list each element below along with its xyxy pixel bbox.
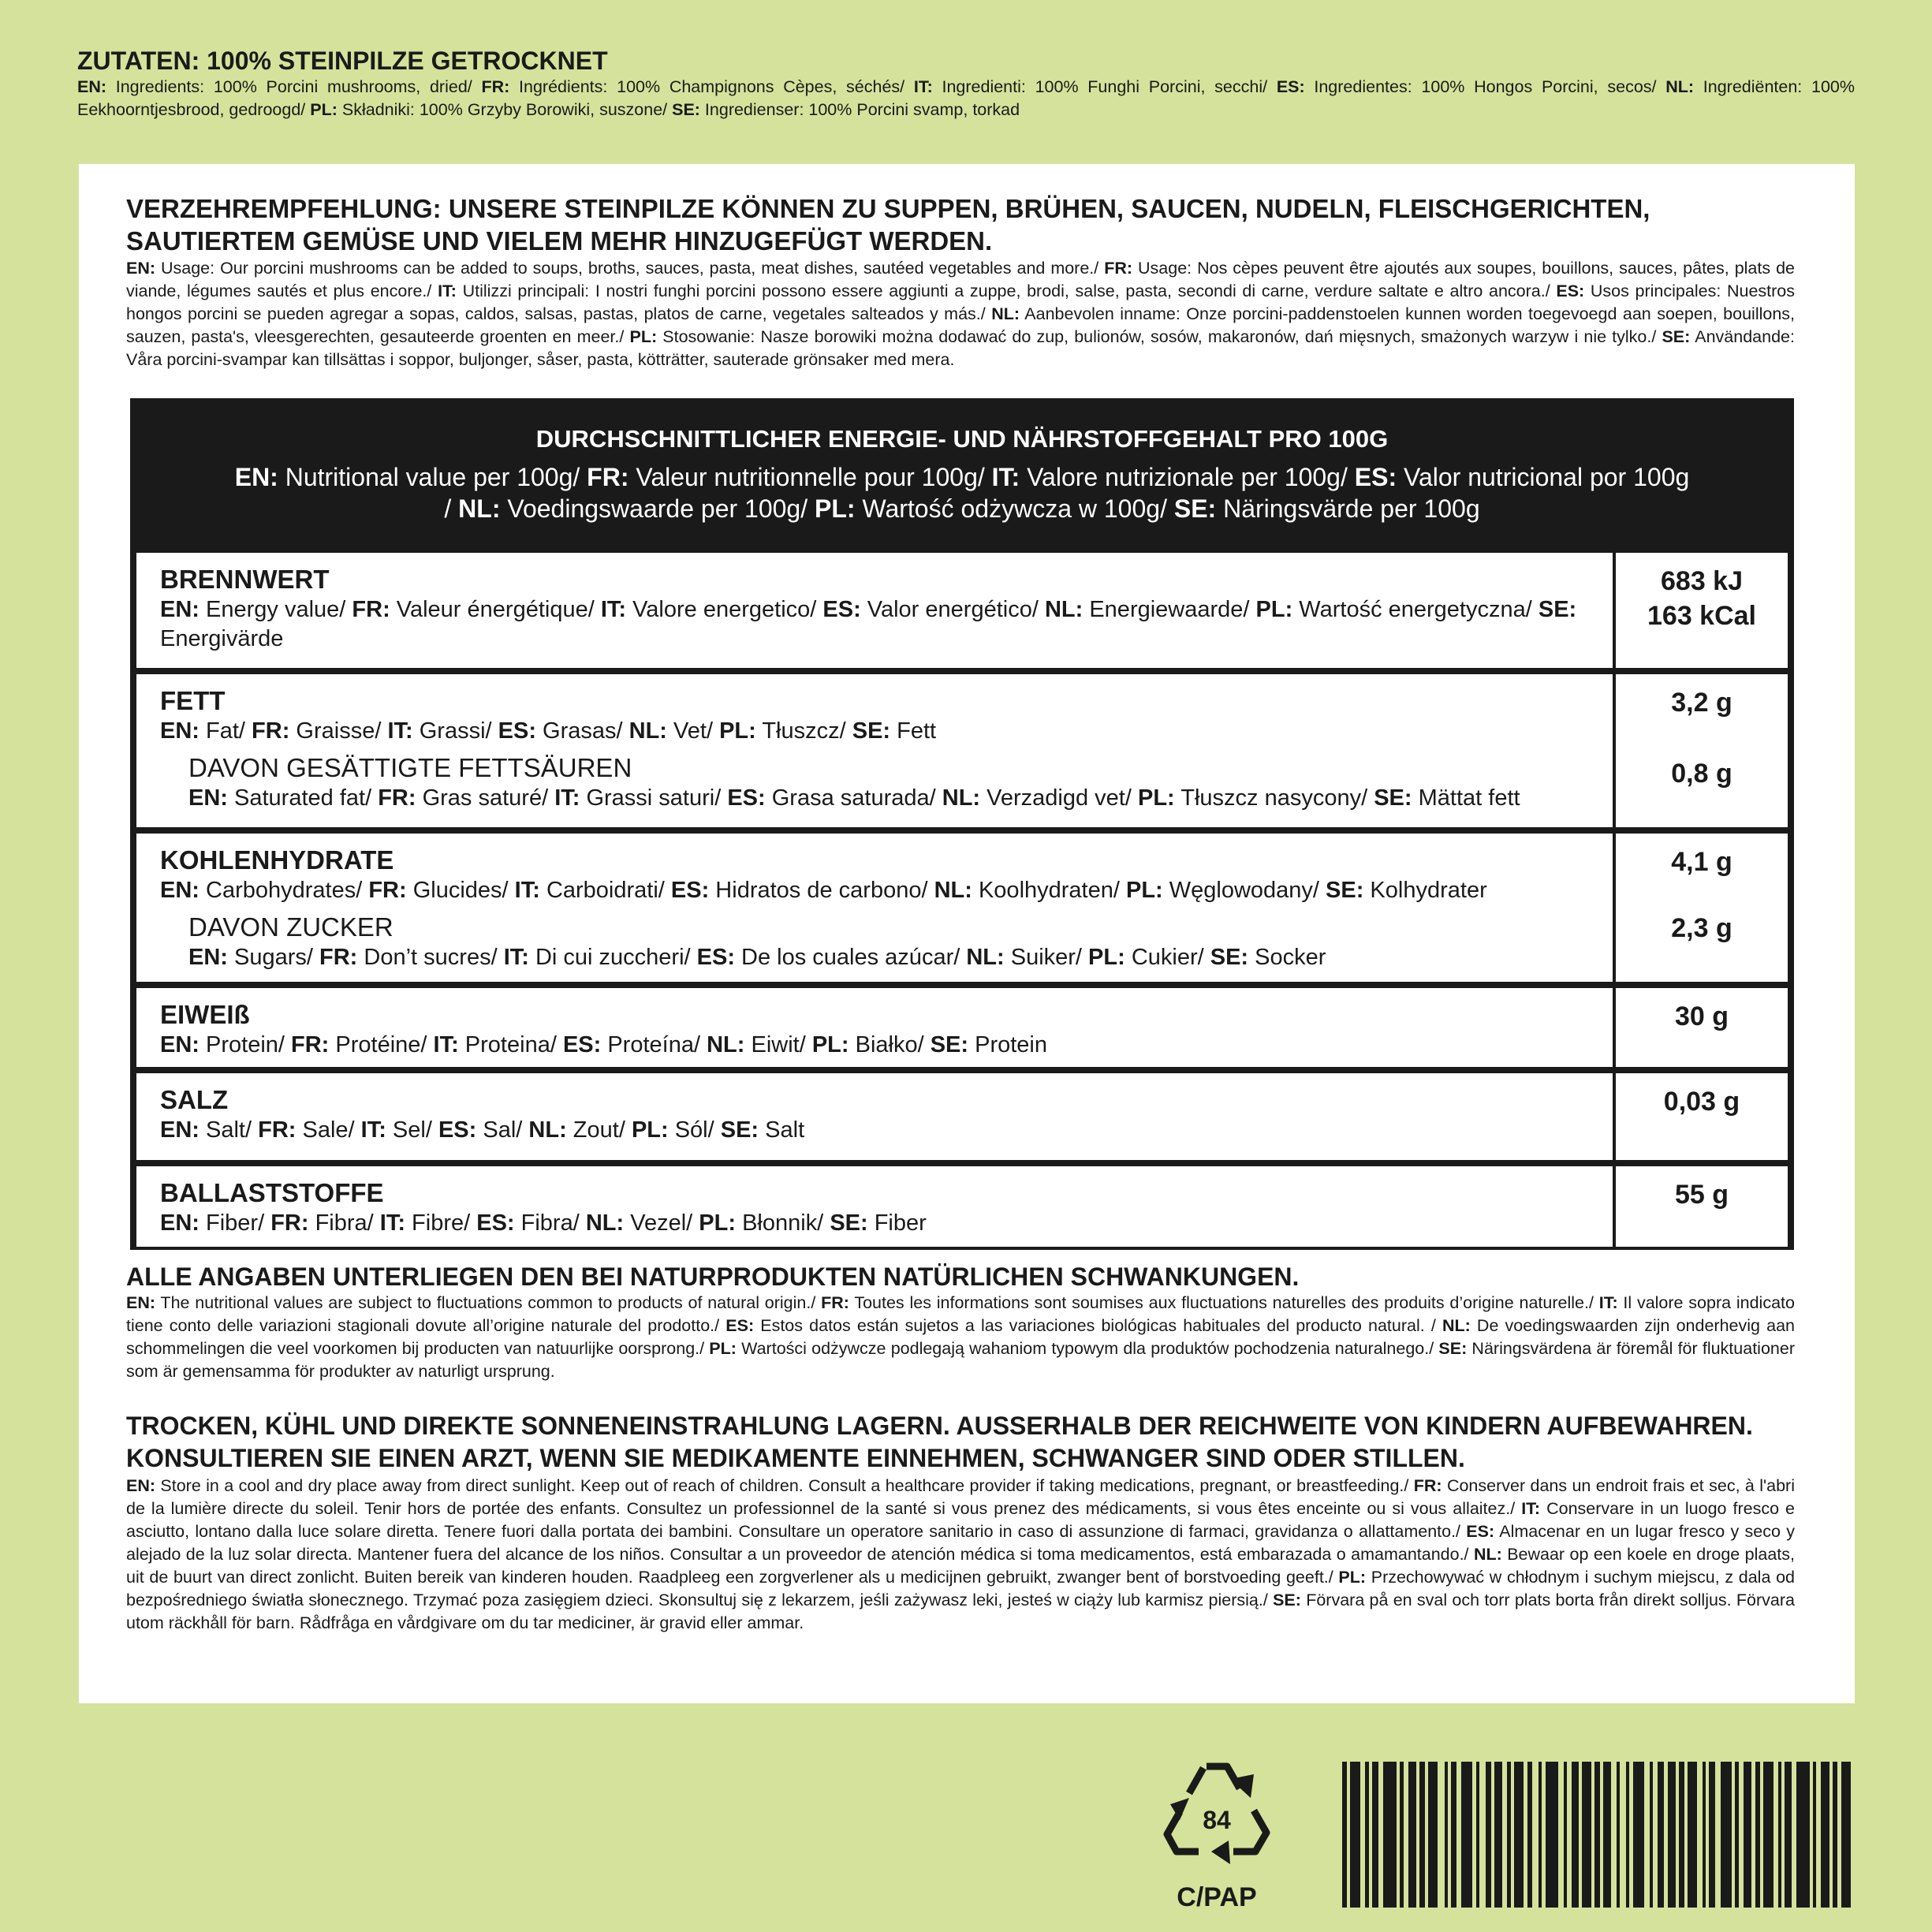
- translation-text: Fibre/: [405, 1210, 477, 1236]
- barcode-bar: [1408, 1762, 1416, 1908]
- language-code: EN:: [126, 1293, 156, 1312]
- translation-text: Grassi/: [412, 718, 498, 744]
- language-code: NL:: [942, 785, 981, 811]
- translation-text: Grasa saturada/: [765, 785, 942, 811]
- translation-text: Fiber/: [199, 1210, 271, 1236]
- translation-text: Wartości odżywcze podlegają wahaniom typowym dla produktów pochodzenia naturalnego./: [736, 1339, 1439, 1358]
- sub-nutrient-value: 0,8 g: [1671, 759, 1732, 789]
- translation-text: Il valore sopra indicato tiene conto delle variazioni stagionali dovute all’origine naturale del prodotto./: [126, 1293, 1795, 1335]
- barcode-bar: [1633, 1762, 1645, 1908]
- language-code: FR:: [587, 463, 629, 491]
- language-code: SE:: [1662, 327, 1691, 346]
- language-code: EN:: [160, 597, 200, 622]
- translation-text: Tłuszcz/: [755, 718, 852, 744]
- nutrition-row: [136, 834, 1788, 982]
- translation-text: Verzadigd vet/: [980, 785, 1138, 811]
- language-code: IT:: [554, 785, 580, 811]
- translation-text: Carboidrati/: [539, 878, 671, 903]
- nutrient-label: [160, 999, 1580, 1060]
- translation-text: Glucides/: [406, 878, 515, 903]
- translation-text: Usage: Nos cèpes peuvent être ajoutés aux soupes, bouillons, sauces, pâtes, plats de viande, légumes sautés et plus encore./: [126, 259, 1795, 300]
- translation-text: Składniki: 100% Grzyby Borowiki, suszone/: [337, 100, 673, 119]
- language-code: PL:: [1088, 945, 1125, 970]
- nutrient-name: BRENNWERT: [160, 565, 330, 594]
- barcode-bar: [1582, 1762, 1592, 1908]
- language-code: SE:: [672, 100, 700, 119]
- translation-text: Koolhydraten/: [972, 878, 1126, 903]
- language-code: PL:: [815, 494, 856, 523]
- translation-text: Ingredientes: 100% Hongos Porcini, secos/: [1304, 77, 1666, 96]
- translation-text: Fibra/: [514, 1210, 586, 1236]
- translation-text: Användande: Våra porcini-svampar kan tillsättas i soppor, buljonger, såser, pasta, kötträtter, sauterade grönsaker med mera.: [126, 327, 1795, 369]
- nutrition-subtitle: [133, 461, 1791, 524]
- language-code: EN:: [126, 259, 156, 278]
- usage-translations: [126, 257, 1795, 371]
- language-code: FR:: [319, 945, 358, 970]
- language-code: NL:: [1044, 597, 1083, 622]
- language-code: ES:: [1354, 463, 1397, 491]
- translation-text: Estos datos están sujetos a las variaciones biológicas habituales del producto natural. /: [754, 1316, 1442, 1335]
- storage-translations: [126, 1475, 1795, 1635]
- nutrient-value: 0,03 g: [1663, 1087, 1740, 1117]
- nutrient-value: 683 kJ: [1661, 566, 1743, 596]
- nutrient-value-secondary: 163 kCal: [1647, 601, 1756, 631]
- language-code: ES:: [725, 1316, 755, 1335]
- translation-text: Valor nutricional por 100g /: [444, 463, 1690, 523]
- ingredients-title: ZUTATEN: 100% STEINPILZE GETROCKNET: [77, 47, 608, 75]
- language-code: IT:: [991, 463, 1020, 491]
- translation-text: Eiwit/: [744, 1032, 812, 1057]
- translation-text: Suiker/: [1004, 945, 1089, 970]
- translation-text: Fibra/: [308, 1210, 380, 1236]
- translation-text: Usage: Our porcini mushrooms can be added to soups, broths, sauces, pasta, meat dishes, sautéed vegetables and more./: [155, 259, 1105, 278]
- translation-text: Proteina/: [458, 1032, 563, 1057]
- recycling-symbol: [1158, 1757, 1276, 1915]
- language-code: PL:: [629, 327, 658, 346]
- translation-text: Salt/: [199, 1117, 259, 1143]
- language-code: PL:: [1255, 597, 1293, 622]
- translation-text: Vezel/: [624, 1210, 699, 1236]
- translation-text: Valore energetico/: [626, 597, 823, 622]
- language-code: FR:: [258, 1117, 297, 1143]
- translation-text: Węglowodany/: [1162, 878, 1326, 903]
- ingredients-section: [77, 46, 1855, 121]
- translation-text: Energivärde: [160, 626, 284, 651]
- language-code: NL:: [966, 945, 1005, 970]
- translation-text: Protein: [968, 1032, 1048, 1057]
- translation-text: Salt: [759, 1117, 805, 1143]
- sub-nutrient-translations: [188, 943, 1580, 972]
- sub-nutrient-translations: [188, 784, 1580, 813]
- barcode-bar: [1461, 1762, 1473, 1908]
- language-code: NL:: [1665, 77, 1695, 96]
- language-code: SE:: [1438, 1339, 1468, 1358]
- barcode-bar: [1428, 1762, 1438, 1908]
- nutrient-translations: [160, 717, 1580, 746]
- language-code: NL:: [1442, 1316, 1471, 1335]
- recycle-material: C/PAP: [1177, 1882, 1257, 1912]
- barcode-bar: [1572, 1762, 1578, 1908]
- language-code: NL:: [1473, 1545, 1502, 1564]
- language-code: EN:: [234, 463, 278, 491]
- translation-text: Wartość odżywcza w 100g/: [855, 494, 1174, 523]
- language-code: IT:: [379, 1210, 405, 1236]
- language-code: EN:: [160, 718, 200, 744]
- language-code: NL:: [707, 1032, 745, 1057]
- language-code: IT:: [438, 282, 457, 300]
- translation-text: Wartość energetyczna/: [1292, 597, 1539, 622]
- translation-text: Vet/: [666, 718, 720, 744]
- nutrition-row: [136, 674, 1788, 827]
- language-code: ES:: [1466, 1522, 1495, 1541]
- translation-text: Sel/: [386, 1117, 438, 1143]
- nutrition-row: [136, 988, 1788, 1067]
- barcode-bar: [1532, 1762, 1539, 1908]
- translation-text: Carbohydrates/: [199, 878, 369, 903]
- usage-title: VERZEHREMPFEHLUNG: UNSERE STEINPILZE KÖNNEN ZU SUPPEN, BRÜHEN, SAUCEN, NUDELN, FLEISCHGERICHTEN, SAUTIERTEM GEMÜSE UND VIELEM MEHR HINZUGEFÜGT WERDEN.: [126, 194, 1650, 255]
- translation-text: Nutritional value per 100g/: [278, 463, 587, 491]
- language-code: ES:: [438, 1117, 477, 1143]
- info-card: [79, 164, 1855, 1703]
- barcode-bar: [1841, 1762, 1852, 1908]
- translation-text: Aanbevolen inname: Onze porcini-paddenstoelen kunnen worden toegevoegd aan soepen, bouillons, sauzen, pasta's, vleesgerechten, gesauteerde groenten en meer./: [126, 304, 1796, 346]
- nutrition-row: [136, 553, 1788, 668]
- language-code: IT:: [360, 1117, 386, 1143]
- barcode-bar: [1821, 1762, 1829, 1908]
- language-code: EN:: [160, 1210, 200, 1236]
- nutrient-label: [160, 1084, 1580, 1145]
- language-code: EN:: [160, 1117, 200, 1143]
- translation-text: Näringsvärde per 100g: [1216, 494, 1480, 523]
- language-code: ES:: [498, 718, 536, 744]
- nutrient-label: [160, 564, 1580, 654]
- recycle-number: 84: [1203, 1806, 1231, 1834]
- language-code: NL:: [628, 718, 667, 744]
- barcode-bar: [1763, 1762, 1773, 1908]
- translation-text: Ingredienser: 100% Porcini svamp, torkad: [699, 100, 1020, 119]
- usage-section: [126, 192, 1795, 371]
- nutrition-title: DURCHSCHNITTLICHER ENERGIE- UND NÄHRSTOFFGEHALT PRO 100G: [535, 425, 1389, 453]
- language-code: NL:: [528, 1117, 567, 1143]
- translation-text: Sal/: [476, 1117, 529, 1143]
- nutrition-table: [130, 398, 1794, 1250]
- language-code: SE:: [830, 1210, 868, 1236]
- nutrient-value: 55 g: [1674, 1180, 1729, 1210]
- header-divider: [1609, 528, 1613, 554]
- language-code: SE:: [1210, 945, 1249, 970]
- nutrient-translations: [160, 1209, 1580, 1238]
- language-code: IT:: [1598, 1293, 1618, 1312]
- storage-section: [126, 1410, 1795, 1635]
- barcode-bar: [1514, 1762, 1524, 1908]
- nutrient-label: [160, 1177, 1580, 1238]
- nutrient-value-cell: [1613, 553, 1788, 668]
- translation-text: Valor energético/: [860, 597, 1045, 622]
- translation-text: Store in a cool and dry place away from direct sunlight. Keep out of reach of children. Consult a healthcare provider if taking medications, pregnant, or breastfeeding./: [155, 1476, 1414, 1495]
- translation-text: Protein/: [199, 1032, 292, 1057]
- nutrient-translations: [160, 1116, 1580, 1145]
- nutrient-value-cell: [1613, 674, 1788, 827]
- barcode-bar: [1721, 1762, 1732, 1908]
- nutrient-translations: [160, 1031, 1580, 1060]
- translation-text: Fiber: [867, 1210, 927, 1236]
- translation-text: Valeur nutritionnelle pour 100g/: [628, 463, 992, 491]
- translation-text: Valeur énergétique/: [390, 597, 601, 622]
- language-code: ES:: [727, 785, 766, 811]
- language-code: SE:: [1326, 878, 1364, 903]
- translation-text: De los cuales azúcar/: [734, 945, 967, 970]
- language-code: IT:: [503, 945, 529, 970]
- recycle-icon: [1158, 1757, 1276, 1875]
- translation-text: Mättat fett: [1412, 785, 1520, 811]
- nutrient-name: SALZ: [160, 1085, 229, 1114]
- language-code: EN:: [126, 1476, 156, 1495]
- language-code: IT:: [600, 597, 627, 622]
- translation-text: Don’t sucres/: [357, 945, 504, 970]
- language-code: ES:: [822, 597, 861, 622]
- language-code: PL:: [1125, 878, 1163, 903]
- barcode-bar: [1785, 1762, 1791, 1908]
- nutrient-name: FETT: [160, 686, 226, 715]
- barcode-bar: [1438, 1762, 1444, 1908]
- translation-text: Bewaar op een koele en droge plaats, uit de buurt van direct zonlicht. Buiten bereik van kinderen houden. Raadpleeg een zorgverlener als u medicijnen gebruikt, zwanger bent of borstvoeding geeft./: [126, 1545, 1795, 1587]
- barcode-bar: [1494, 1762, 1502, 1908]
- nutrient-label: [160, 845, 1580, 972]
- barcode-bar: [1372, 1762, 1378, 1908]
- language-code: SE:: [1374, 785, 1412, 811]
- language-code: NL:: [585, 1210, 625, 1236]
- language-code: FR:: [368, 878, 407, 903]
- translation-text: Tłuszcz nasycony/: [1174, 785, 1374, 811]
- barcode-bar: [1796, 1762, 1810, 1908]
- translation-text: The nutritional values are subject to fluctuations common to products of natural origin./: [155, 1293, 822, 1312]
- nutrient-name: EIWEIß: [160, 1000, 250, 1029]
- translation-text: Gras saturé/: [416, 785, 555, 811]
- language-code: ES:: [696, 945, 735, 970]
- nutrient-label: [160, 685, 1580, 813]
- language-code: PL:: [1137, 785, 1175, 811]
- nutrient-translations: [160, 876, 1580, 905]
- language-code: ES:: [476, 1210, 515, 1236]
- nutrient-translations: [160, 595, 1580, 654]
- language-code: FR:: [352, 597, 390, 622]
- language-code: FR:: [252, 718, 290, 744]
- barcode-bar: [1688, 1762, 1698, 1908]
- translation-text: Conserver dans un endroit frais et sec, à l'abri de la lumière directe du soleil. Tenir hors de portée des enfants. Consultez un professionnel de la santé si vous prenez des médicaments, si vous êtes enceinte ou si vous allaitez./: [126, 1476, 1795, 1518]
- translation-text: Grasas/: [535, 718, 629, 744]
- translation-text: Ingrédients: 100% Champignons Cèpes, séchés/: [509, 77, 914, 96]
- translation-text: Usos principales: Nuestros hongos porcini se pueden agregar a sopas, caldos, salsas, pastas, platos de carne, vegetales salteados y más./: [126, 282, 1795, 323]
- barcode-bar: [1668, 1762, 1676, 1908]
- fluctuation-translations: [126, 1292, 1795, 1383]
- translation-text: Fat/: [199, 718, 252, 744]
- translation-text: Fett: [890, 718, 937, 744]
- nutrient-value-cell: [1613, 1073, 1788, 1160]
- ingredients-translations: [77, 76, 1855, 121]
- language-code: FR:: [821, 1293, 849, 1312]
- translation-text: Conservare in un luogo fresco e asciutto, lontano dalla luce solare diretta. Tenere fuori dalla portata dei bambini. Consultare un operatore sanitario in caso di assunzione di farmaci, gravidanza o allattamento./: [126, 1499, 1795, 1541]
- translation-text: Ingrediënten: 100% Eekhoorntjesbrood, gedroogd/: [77, 77, 1855, 119]
- translation-text: Protéine/: [329, 1032, 434, 1057]
- language-code: PL:: [719, 718, 756, 744]
- translation-text: Almacenar en un lugar fresco y seco y alejado de la luz solar directa. Mantener fuera del alcance de los niños. Consultar a un proveedor de atención médica si toma medicamentos, está embarazada o amamantando./: [126, 1522, 1795, 1564]
- translation-text: Grassi saturi/: [580, 785, 728, 811]
- fluctuation-section: [126, 1262, 1795, 1383]
- language-code: IT:: [387, 718, 413, 744]
- language-code: FR:: [481, 77, 510, 96]
- language-code: ES:: [562, 1032, 602, 1057]
- language-code: PL:: [631, 1117, 669, 1143]
- translation-text: Sugars/: [227, 945, 320, 970]
- translation-text: Förvara på en sval och torr plats borta från direkt solljus. Förvara utom räckhåll för barn. Rådfråga en vårdgivare om du tar mediciner, är gravid eller ammar.: [126, 1591, 1795, 1632]
- translation-text: Voedingswaarde per 100g/: [500, 494, 815, 523]
- nutrient-name: BALLASTSTOFFE: [160, 1178, 384, 1207]
- translation-text: Toutes les informations sont soumises aux fluctuations naturelles des produits d’origine naturelle./: [849, 1293, 1599, 1312]
- barcode-bar: [1620, 1762, 1626, 1908]
- sub-nutrient-name: DAVON ZUCKER: [188, 912, 393, 942]
- nutrition-row: [136, 1073, 1788, 1160]
- language-code: FR:: [378, 785, 416, 811]
- translation-text: Di cui zuccheri/: [528, 945, 697, 970]
- language-code: FR:: [1413, 1476, 1442, 1495]
- translation-text: Utilizzi principali: I nostri funghi porcini possono essere aggiunti a zuppe, brodi, salse, pasta, secondi di carne, verdure saltate e altro ancora./: [456, 282, 1557, 300]
- translation-text: Graisse/: [289, 718, 388, 744]
- language-code: SE:: [852, 718, 891, 744]
- nutrient-value-cell: [1613, 988, 1788, 1067]
- nutrient-value: 4,1 g: [1671, 847, 1732, 877]
- language-code: FR:: [1104, 259, 1133, 278]
- fluctuation-title: ALLE ANGABEN UNTERLIEGEN DEN BEI NATURPRODUKTEN NATÜRLICHEN SCHWANKUNGEN.: [126, 1263, 1300, 1291]
- translation-text: Sól/: [668, 1117, 721, 1143]
- barcode-bar: [1546, 1762, 1559, 1908]
- language-code: ES:: [1276, 77, 1305, 96]
- translation-text: Sale/: [296, 1117, 361, 1143]
- language-code: FR:: [270, 1210, 309, 1236]
- translation-text: Ingredienti: 100% Funghi Porcini, secchi/: [932, 77, 1277, 96]
- translation-text: Białko/: [849, 1032, 931, 1057]
- barcode-bar: [1851, 1762, 1856, 1908]
- nutrient-name: KOHLENHYDRATE: [160, 845, 394, 875]
- translation-text: Przechowywać w chłodnym i suchym miejscu, z dala od bezpośredniego światła słonecznego. Trzymać poza zasięgiem dzieci. Skonsultuj się z lekarzem, jeśli zażywasz leki, jesteś w ciąży lub karmisz piersią./: [126, 1568, 1795, 1609]
- nutrition-row: [136, 1166, 1788, 1247]
- language-code: FR:: [291, 1032, 330, 1057]
- barcode-bar: [1479, 1762, 1486, 1908]
- nutrient-value: 30 g: [1674, 1001, 1729, 1031]
- storage-title: TROCKEN, KÜHL UND DIREKTE SONNENEINSTRAHLUNG LAGERN. AUSSERHALB DER REICHWEITE VON KINDERN AUFBEWAHREN. KONSULTIEREN SIE EINEN ARZT, WENN SIE MEDIKAMENTE EINNEHMEN, SCHWANGER SIND ODER STILLEN.: [126, 1412, 1753, 1472]
- translation-text: Energy value/: [199, 597, 352, 622]
- translation-text: Proteína/: [601, 1032, 707, 1057]
- translation-text: Näringsvärdena är föremål för fluktuationer som är gemensamma för produkter av naturligt ursprung.: [126, 1339, 1795, 1381]
- language-code: NL:: [934, 878, 972, 903]
- language-code: PL:: [1338, 1568, 1367, 1587]
- language-code: NL:: [458, 494, 501, 523]
- translation-text: Zout/: [566, 1117, 632, 1143]
- language-code: PL:: [709, 1339, 737, 1358]
- language-code: ES:: [1556, 282, 1585, 300]
- language-code: SE:: [930, 1032, 969, 1057]
- language-code: IT:: [514, 878, 540, 903]
- language-code: SE:: [1173, 494, 1217, 523]
- translation-text: Ingredients: 100% Porcini mushrooms, dried/: [106, 77, 482, 96]
- barcode: [1342, 1762, 1856, 1908]
- nutrient-value-cell: [1613, 1166, 1788, 1247]
- barcode-bar: [1383, 1762, 1397, 1908]
- language-code: EN:: [188, 785, 228, 811]
- nutrient-value: 3,2 g: [1671, 688, 1732, 718]
- language-code: PL:: [310, 100, 338, 119]
- barcode-bar: [1603, 1762, 1611, 1908]
- sub-nutrient-name: DAVON GESÄTTIGTE FETTSÄUREN: [188, 753, 632, 782]
- language-code: PL:: [699, 1210, 737, 1236]
- nutrient-value-cell: [1613, 834, 1788, 982]
- barcode-bar: [1709, 1762, 1715, 1908]
- translation-text: Hidratos de carbono/: [709, 878, 934, 903]
- barcode-bar: [1658, 1762, 1664, 1908]
- barcode-bar: [1744, 1762, 1751, 1908]
- nutrition-header: [133, 401, 1791, 551]
- language-code: EN:: [160, 1032, 200, 1057]
- translation-text: Stosowanie: Nasze borowiki można dodawać do zup, bulionów, sosów, makaronów, dań mięsnych, smażonych warzyw i nie tylko./: [657, 327, 1662, 346]
- language-code: SE:: [720, 1117, 759, 1143]
- sub-nutrient-value: 2,3 g: [1671, 913, 1732, 943]
- language-code: EN:: [188, 945, 228, 970]
- language-code: IT:: [433, 1032, 459, 1057]
- language-code: NL:: [991, 304, 1020, 323]
- translation-text: Cukier/: [1125, 945, 1210, 970]
- translation-text: Kolhydrater: [1363, 878, 1487, 903]
- language-code: SE:: [1273, 1591, 1301, 1609]
- language-code: IT:: [1521, 1499, 1541, 1518]
- translation-text: Valore nutrizionale per 100g/: [1020, 463, 1355, 491]
- language-code: ES:: [670, 878, 710, 903]
- language-code: PL:: [811, 1032, 849, 1057]
- language-code: SE:: [1538, 597, 1577, 622]
- translation-text: Saturated fat/: [227, 785, 379, 811]
- translation-text: Energiewaarde/: [1083, 597, 1256, 622]
- language-code: IT:: [913, 77, 933, 96]
- language-code: EN:: [77, 77, 107, 96]
- language-code: EN:: [160, 878, 200, 903]
- translation-text: Socker: [1248, 945, 1326, 970]
- translation-text: Błonnik/: [736, 1210, 830, 1236]
- translation-text: De voedingswaarden zijn onderhevig aan schommelingen die veel voorkomen bij producten van natuurlijke oorsprong./: [126, 1316, 1795, 1358]
- barcode-bar: [1350, 1762, 1360, 1908]
